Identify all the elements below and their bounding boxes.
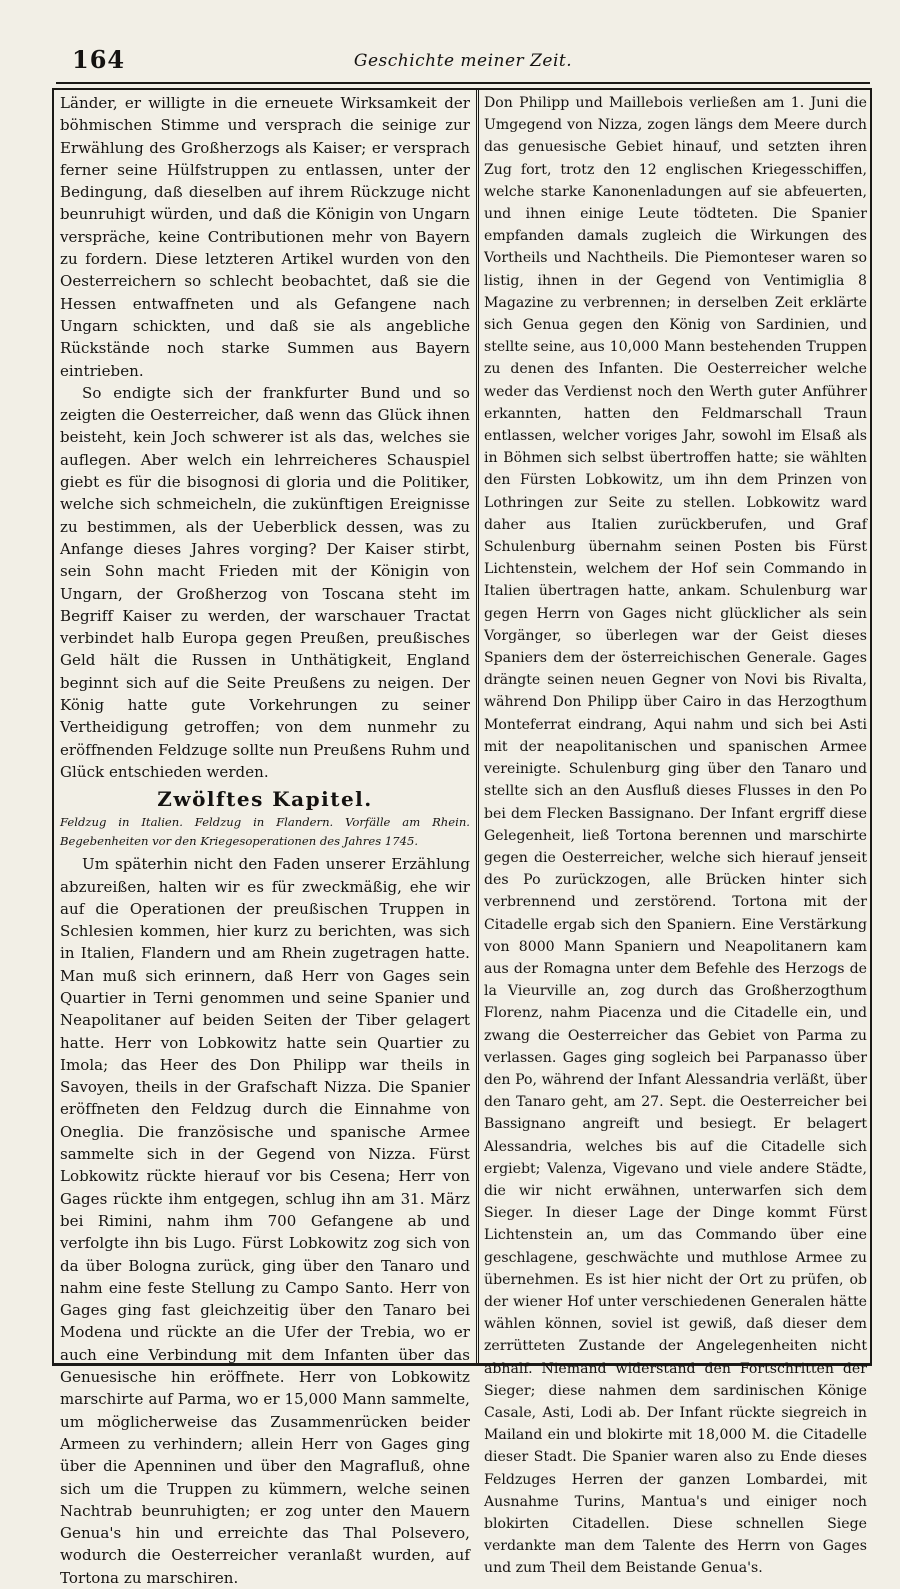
page-number: 164 — [72, 45, 126, 74]
left-paragraph-1: Länder, er willigte in die erneuete Wirksamkeit der böhmischen Stimme und versprach die seinige zur Erwählung des Großherzogs als Kaiser; er versprach ferner seine Hülfstruppen zu entlassen, unter der Bedingung, daß dieselben auf ihrem Rückzuge nicht beunruhigt würden, und daß die Königin von Ungarn verspräche, keine Contributionen mehr von Bayern zu fordern. Diese letzteren Artikel wurden von den Oesterreichern so schlecht beobachtet, daß sie die Hessen entwaffneten und als Gefangene nach Ungarn schickten, und daß sie als angebliche Rückstände noch starke Summen aus Bayern eintrieben. — [60, 94, 470, 380]
page-header — [56, 45, 870, 79]
chapter-summary: Feldzug in Italien. Feldzug in Flandern. Vorfälle am Rhein. Begebenheiten vor den Kriegesoperationen des Jahres 1745. — [60, 815, 470, 849]
running-title: Geschichte meiner Zeit. — [353, 51, 573, 71]
left-column — [60, 92, 470, 1587]
right-paragraph-1: Don Philipp und Maillebois verließen am 1. Juni die Umgegend von Nizza, zogen längs dem Meere durch das genuesische Gebiet hinauf, und setzten ihren Zug fort, trotz den 12 englischen Kriegesschiffen, welche starke Kanonenladungen auf sie abfeuerten, und ihnen einige Leute tödteten. Die Spanier empfanden damals zugleich die Wirkungen des Vortheils und Nachtheils. Die Piemonteser waren so listig, ihnen in der Gegend von Ventimiglia 8 Magazine zu verbrennen; in derselben Zeit erklärte sich Genua gegen den König von Sardinien, und stellte seine, aus 10,000 Mann bestehenden Truppen zu denen des Infanten. Die Oesterreicher welche weder das Verdienst noch den Werth guter Anführer erkannten, hatten den Feldmarschall Traun entlassen, welcher voriges Jahr, sowohl im Elsaß als in Böhmen sich selbst übertroffen hatte; sie wählten den Fürsten Lobkowitz, um ihn dem Prinzen von Lothringen zur Seite zu stellen. Lobkowitz ward daher aus Italien zurückberufen, und Graf Schulenburg übernahm seinen Posten bis Fürst Lichtenstein, welchem der Hof sein Commando in Italien übertragen hatte, ankam. Schulenburg war gegen Herrn von Gages nicht glücklicher als sein Vorgänger, so überlegen war der Geist dieses Spaniers dem der österreichischen Generale. Gages drängte seinen neuen Gegner von Novi bis Rivalta, während Don Philipp über Cairo in das Herzogthum Monteferrat eindrang, Aqui nahm und sich bei Asti mit der neapolitanischen und spanischen Armee vereinigte. Schulenburg ging über den Tanaro und stellte sich an den Ausfluß dieses Flusses in den Po bei dem Flecken Bassignano. Der Infant ergriff diese Gelegenheit, ließ Tortona berennen und marschirte gegen die Oesterreicher, welche sich hierauf jenseit des Po zurückzogen, alle Brücken hinter sich verbrennend und zerstörend. Tortona mit der Citadelle ergab sich den Spaniern. Eine Verstärkung von 8000 Mann Spaniern und Neapolitanern kam aus der Romagna unter dem Befehle des Herzogs de la Vieurville an, zog durch das Großherzogthum Florenz, nahm Piacenza und die Citadelle ein, und zwang die Oesterreicher das Gebiet von Parma zu verlassen. Gages ging sogleich bei Parpanasso über den Po, während der Infant Alessandria verläßt, über den Tanaro geht, am 27. Sept. die Oesterreicher bei Bassignano angreift und besiegt. Er belagert Alessandria, welches bis auf die Citadelle sich ergiebt; Valenza, Vigevano und viele andere Städte, die wir nicht erwähnen, unterwarfen sich dem Sieger. In dieser Lage der Dinge kommt Fürst Lichtenstein an, um das Commando über eine geschlagene, geschwächte und muthlose Armee zu übernehmen. Es ist hier nicht der Ort zu prüfen, ob der wiener Hof unter verschiedenen Generalen hätte wählen können, soviel ist gewiß, daß dieser dem zerrütteten Zustande der Angelegenheiten nicht abhalf. Niemand widerstand den Fortschritten der Sieger; diese nahmen dem sardinischen Könige Casale, Asti, Lodi ab. Der Infant rückte siegreich in Mailand ein und blokirte mit 18,000 M. die Citadelle dieser Stadt. Die Spanier waren also zu Ende dieses Feldzuges Herren der ganzen Lombardei, mit Ausnahme Turins, Mantua's und einiger noch blokirten Citadellen. Diese schnellen Siege verdankte man dem Talente des Herrn von Gages und zum Theil dem Beistande Genua's. — [484, 95, 867, 1577]
header-rule — [56, 82, 870, 84]
column-divider — [476, 88, 479, 1366]
right-column — [484, 92, 867, 1577]
left-paragraph-2: So endigte sich der frankfurter Bund und so zeigten die Oesterreicher, daß wenn das Glück ihnen beisteht, kein Joch schwerer ist als das, welches sie auflegen. Aber welch ein lehrreicheres Schauspiel giebt es für die bisognosi di gloria und die Politiker, welche sich schmeicheln, die zukünftigen Ereignisse zu bestimmen, als der Ueberblick dessen, was zu Anfange dieses Jahres vorging? Der Kaiser stirbt, sein Sohn macht Frieden mit der Königin von Ungarn, der Großherzog von Toscana steht im Begriff Kaiser zu werden, der warschauer Tractat verbindet halb Europa gegen Preußen, preußisches Geld hält die Russen in Unthätigkeit, England beginnt sich auf die Seite Preußens zu neigen. Der König hatte gute Vorkehrungen zu seiner Vertheidigung getroffen; von dem nunmehr zu eröffnenden Feldzuge sollte nun Preußens Ruhm und Glück entschieden werden. — [60, 383, 470, 781]
left-paragraph-3: Um späterhin nicht den Faden unserer Erzählung abzureißen, halten wir es für zweckmäßig, ehe wir auf die Operationen der preußischen Truppen in Schlesien kommen, hier kurz zu berichten, was sich in Italien, Flandern und am Rhein zugetragen hatte. Man muß sich erinnern, daß Herr von Gages sein Quartier in Terni genommen und seine Spanier und Neapolitaner auf beiden Seiten der Tiber gelagert hatte. Herr von Lobkowitz hatte sein Quartier zu Imola; das Heer des Don Philipp war theils in Savoyen, theils in der Grafschaft Nizza. Die Spanier eröffneten den Feldzug durch die Einnahme von Oneglia. Die französische und spanische Armee sammelte sich in der Gegend von Nizza. Fürst Lobkowitz rückte hierauf vor bis Cesena; Herr von Gages rückte ihm entgegen, schlug ihn am 31. März bei Rimini, nahm ihm 700 Gefangene ab und verfolgte ihn bis Lugo. Fürst Lobkowitz zog sich von da über Bologna zurück, ging über den Tanaro und nahm eine feste Stellung zu Campo Santo. Herr von Gages ging fast gleichzeitig über den Tanaro bei Modena und rückte an die Ufer der Trebia, wo er auch eine Verbindung mit dem Infanten über das Genuesische hin eröffnete. Herr von Lobkowitz marschirte auf Parma, wo er 15,000 Mann sammelte, um möglicherweise das Zusammenrücken beider Armeen zu verhindern; allein Herr von Gages ging über die Apenninen und über den Magrafluß, ohne sich um die Truppen zu kümmern, welche seinen Nachtrab beunruhigten; er zog unter den Mauern Genua's hin und erreichte das Thal Polsevero, wodurch die Oesterreicher veranlaßt wurden, auf Tortona zu marschiren. — [60, 855, 470, 1587]
chapter-title: Zwölftes Kapitel. — [157, 787, 373, 812]
